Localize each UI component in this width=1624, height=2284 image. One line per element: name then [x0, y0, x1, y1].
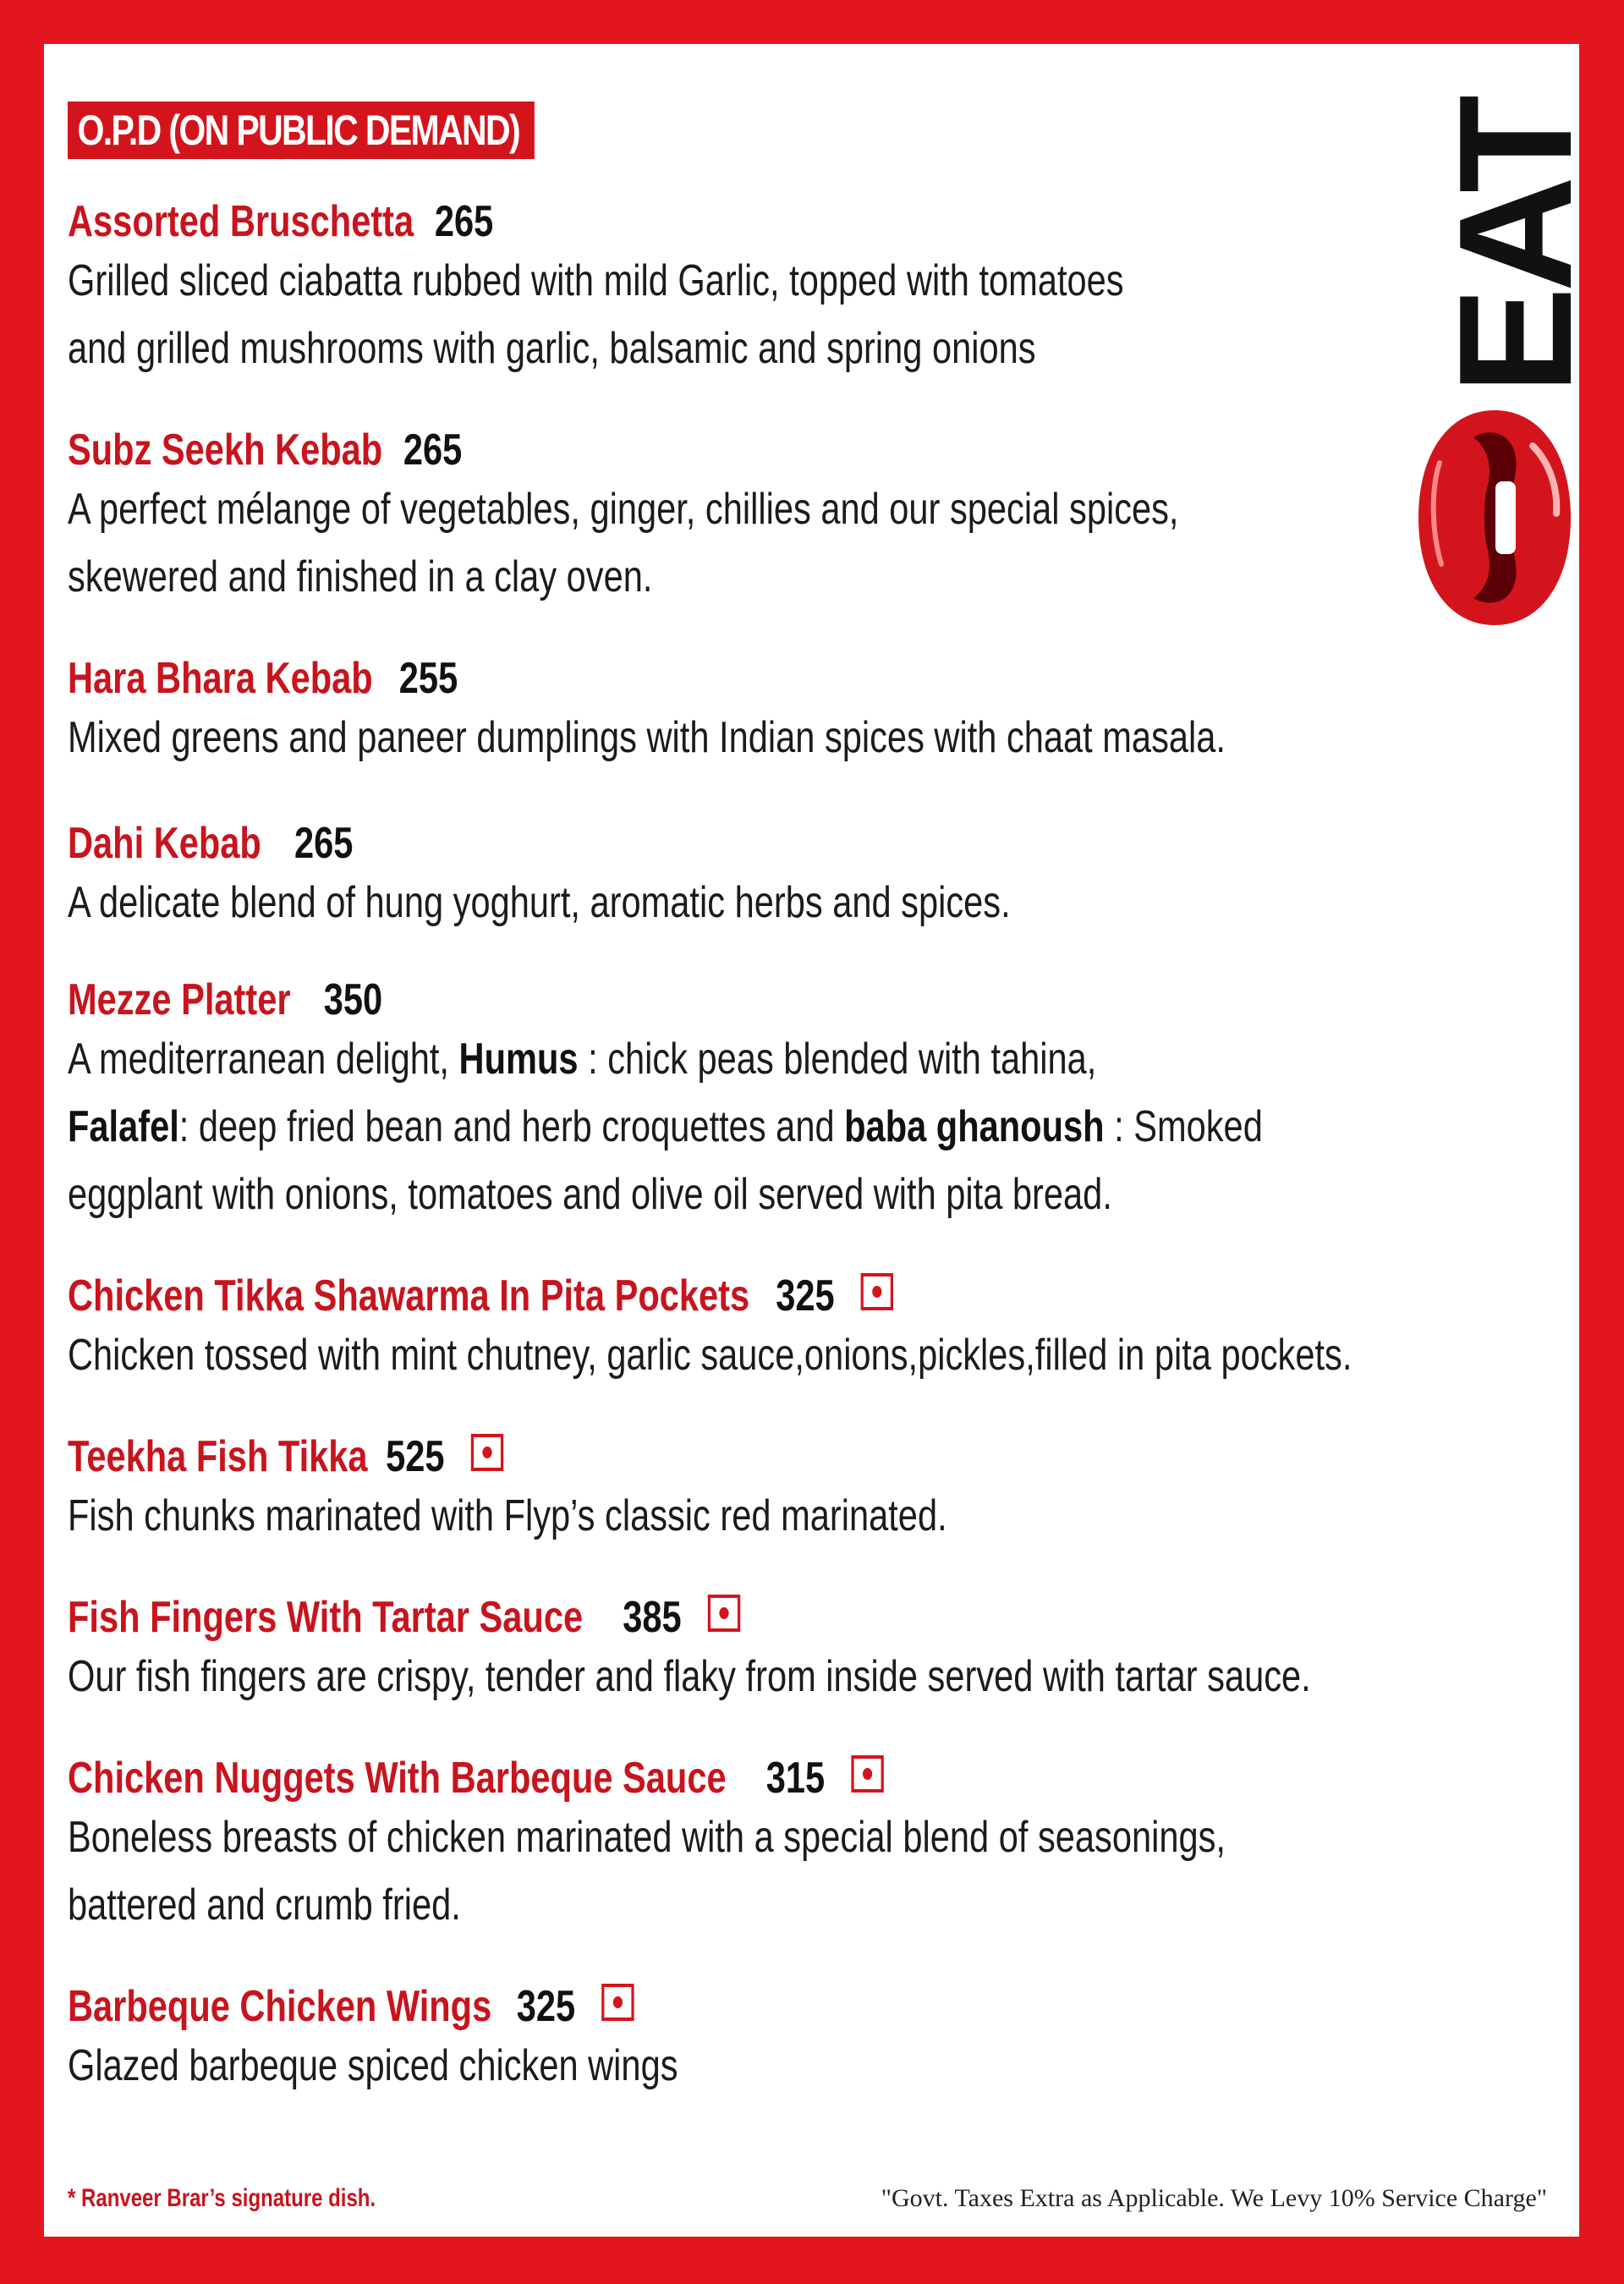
item-description: [68, 1321, 1352, 1389]
desc-line: eggplant with onions, tomatoes and olive oil served with pita bread.: [68, 1170, 1112, 1219]
eat-logo-text: EAT: [1426, 100, 1605, 394]
item-name: Teekha Fish Tikka: [68, 1432, 368, 1481]
menu-item-fish-fingers: [68, 1592, 1573, 1710]
item-price: 325: [776, 1271, 835, 1320]
item-description: [68, 1643, 1311, 1710]
desc-line: Our fish fingers are crispy, tender and flaky from inside served with tartar sauce.: [68, 1652, 1311, 1701]
item-price: 325: [516, 1982, 576, 2031]
non-veg-icon: [471, 1434, 503, 1471]
item-name: Fish Fingers With Tartar Sauce: [68, 1593, 584, 1642]
desc-line: Fish chunks marinated with Flyp’s classic red marinated.: [68, 1491, 947, 1540]
menu-item-dahi-kebab: [68, 818, 1573, 936]
item-name: Assorted Bruschetta: [68, 197, 414, 246]
signature-dish-note: * Ranveer Brar’s signature dish.: [68, 2184, 376, 2212]
item-price: 525: [386, 1432, 445, 1481]
item-description: [68, 1804, 1272, 1939]
item-price: 315: [765, 1754, 826, 1803]
non-veg-icon: [708, 1595, 740, 1632]
item-name: Barbeque Chicken Wings: [68, 1982, 492, 2031]
item-description: [68, 475, 1272, 611]
item-description: [68, 1025, 1272, 1228]
item-price: 265: [403, 426, 463, 475]
desc-line: Grilled sliced ciabatta rubbed with mild Garlic, topped with tomatoes: [68, 256, 1124, 305]
desc-line: Glazed barbeque spiced chicken wings: [68, 2041, 678, 2090]
desc-line: Mixed greens and paneer dumplings with Indian spices with chaat masala.: [68, 713, 1226, 762]
desc-line: Boneless breasts of chicken marinated with a special blend of seasonings,: [68, 1813, 1226, 1862]
item-price: 350: [323, 975, 383, 1024]
item-description: [68, 247, 1272, 382]
non-veg-icon: [851, 1755, 883, 1793]
desc-line: and grilled mushrooms with garlic, balsamic and spring onions: [68, 324, 1036, 373]
item-name: Subz Seekh Kebab: [68, 426, 383, 475]
tax-note: "Govt. Taxes Extra as Applicable. We Levy 10% Service Charge": [881, 2184, 1547, 2212]
desc-line: Falafel: deep fried bean and herb croquettes and baba ghanoush : Smoked: [68, 1102, 1263, 1151]
menu-item-mezze-platter: [68, 975, 1573, 1228]
non-veg-icon: [861, 1273, 893, 1310]
menu-item-teekha-fish-tikka: [68, 1431, 1573, 1550]
menu-item-barbeque-chicken-wings: [68, 1981, 1573, 2100]
desc-line: skewered and finished in a clay oven.: [68, 552, 653, 601]
item-name: Chicken Tikka Shawarma In Pita Pockets: [68, 1271, 750, 1320]
menu-item-chicken-nuggets: [68, 1753, 1573, 1939]
menu-item-subz-seekh-kebab: [68, 425, 1573, 611]
item-description: [68, 704, 1272, 771]
desc-line: Chicken tossed with mint chutney, garlic sauce,onions,pickles,filled in pita pockets.: [68, 1331, 1352, 1380]
item-description: [68, 2032, 1272, 2100]
item-price: 385: [623, 1593, 682, 1642]
menu-item-assorted-bruschetta: [68, 196, 1573, 382]
item-price: 255: [398, 654, 458, 703]
menu-page: [44, 44, 1605, 2237]
item-description: [68, 1482, 1272, 1550]
non-veg-icon: [601, 1984, 634, 2021]
item-name: Chicken Nuggets With Barbeque Sauce: [68, 1754, 727, 1803]
desc-line: A perfect mélange of vegetables, ginger, chillies and our special spices,: [68, 485, 1179, 534]
desc-line: A mediterranean delight, Humus : chick peas blended with tahina,: [68, 1035, 1097, 1084]
item-price: 265: [294, 819, 354, 868]
desc-line: battered and crumb fried.: [68, 1880, 461, 1930]
item-name: Dahi Kebab: [68, 819, 261, 868]
item-name: Hara Bhara Kebab: [68, 654, 373, 703]
item-description: [68, 869, 1272, 936]
item-price: 265: [434, 197, 494, 246]
desc-line: A delicate blend of hung yoghurt, aromatic herbs and spices.: [68, 878, 1011, 927]
menu-item-hara-bhara-kebab: [68, 653, 1573, 771]
section-title: O.P.D (ON PUBLIC DEMAND): [68, 102, 535, 159]
menu-item-chicken-tikka-shawarma: [68, 1271, 1573, 1389]
item-name: Mezze Platter: [68, 975, 291, 1024]
